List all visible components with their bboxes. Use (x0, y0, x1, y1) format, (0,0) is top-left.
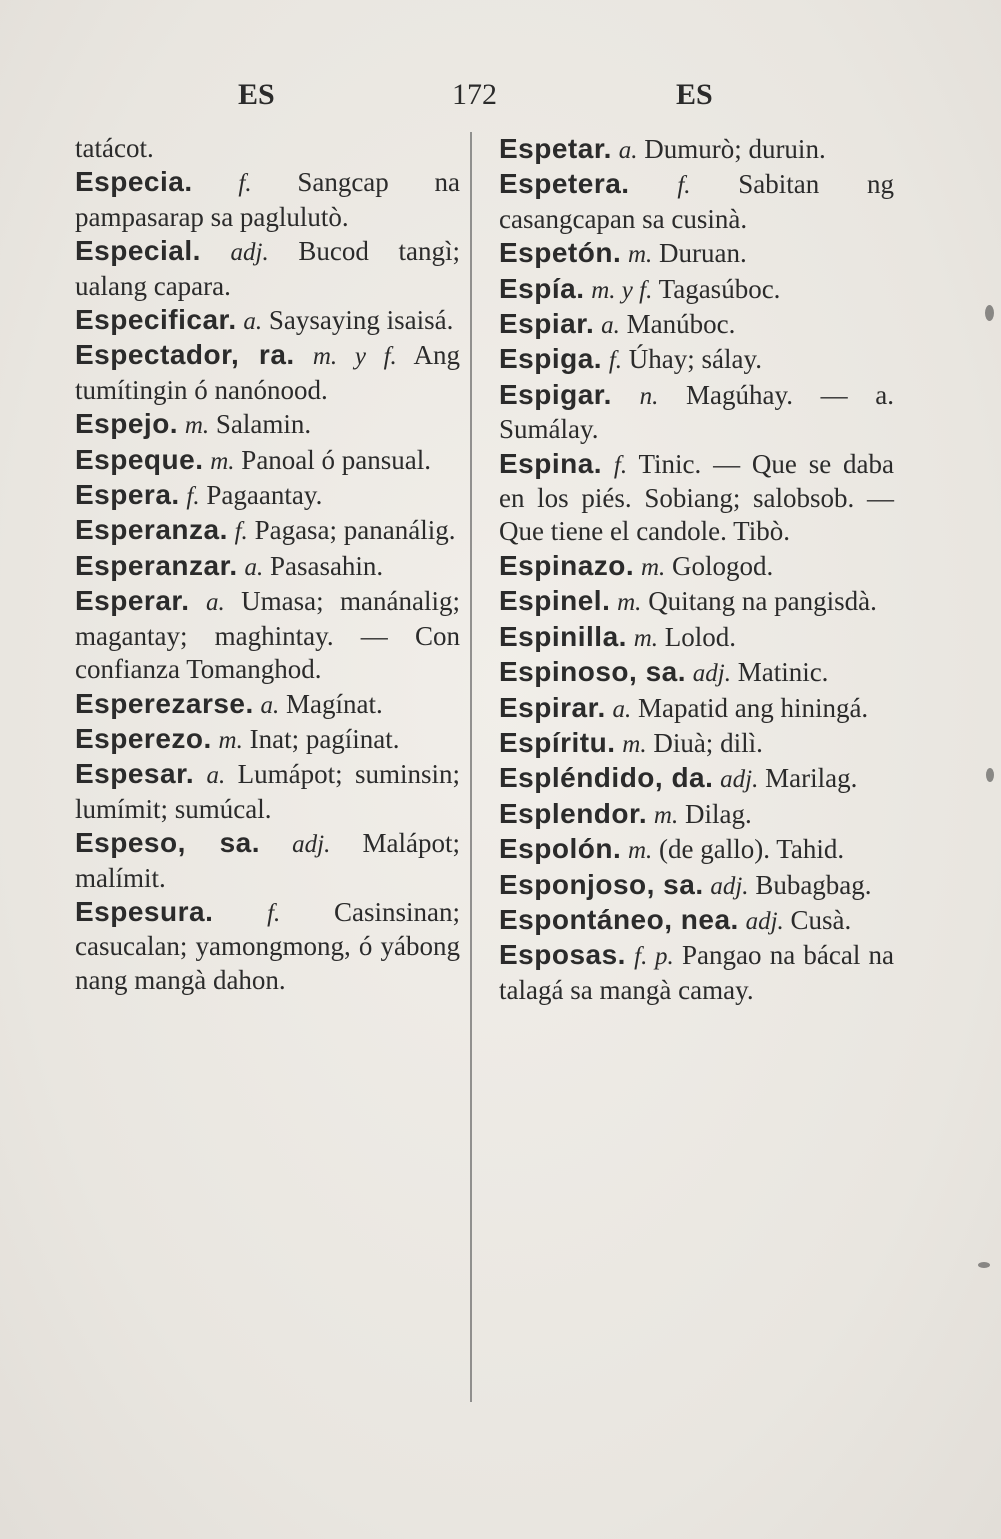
entry-headword: Espetón. (499, 237, 622, 269)
dictionary-entry (499, 903, 894, 938)
dictionary-entry (499, 272, 894, 307)
entry-grammar: f. (234, 518, 248, 546)
entry-headword: Espeque. (75, 443, 204, 475)
entry-grammar: m. y f. (312, 343, 397, 371)
entry-definition: Diuà; dilì. (653, 727, 763, 758)
ink-spot (985, 305, 994, 321)
entry-definition: Tagasúboc. (658, 273, 781, 304)
entry-grammar: m. (653, 801, 679, 829)
entry-grammar: n. (639, 382, 659, 410)
dictionary-entry (75, 407, 460, 442)
column-divider (470, 132, 472, 1402)
entry-grammar: m. (633, 624, 658, 652)
dictionary-entry (75, 303, 460, 338)
entry-headword: Espiar. (499, 308, 595, 340)
right-column (499, 132, 894, 1007)
entry-headword: Espinoso, sa. (499, 656, 686, 688)
dictionary-entry (75, 722, 460, 757)
entry-headword: Espontáneo, nea. (499, 903, 739, 935)
entry-headword: Espejo. (75, 408, 179, 440)
entry-headword: Espinel. (499, 585, 611, 617)
entry-headword: Espectador, ra. (75, 339, 295, 371)
entry-grammar: m. (210, 447, 235, 475)
entry-grammar: f. (608, 347, 623, 375)
entry-grammar: m. (640, 553, 666, 581)
entry-definition: Mapatid ang hiningá. (637, 692, 869, 723)
entry-definition: Umasa; manánalig; magantay; maghintay. — Con confianza Tomanghod. (75, 586, 461, 685)
entry-headword: Espinazo. (499, 549, 635, 581)
entry-definition: Manúboc. (626, 309, 736, 340)
entry-headword: Esposas. (499, 939, 626, 971)
ink-spot (978, 1262, 990, 1268)
entry-definition: Pangao na bácal na talagá sa mangà camay. (499, 940, 895, 1005)
entry-grammar: a. (601, 312, 620, 340)
entry-grammar: a. (618, 137, 638, 164)
entry-definition: Sangcap na pampasarap sa paglulutò. (75, 167, 460, 232)
dictionary-entry (499, 655, 894, 690)
entry-definition: Úhay; sálay. (628, 344, 763, 375)
entry-grammar: a. (205, 589, 225, 617)
entry-grammar: a. (206, 762, 226, 790)
dictionary-entry (75, 549, 460, 584)
entry-definition: Quitang na pangisdà. (648, 586, 877, 617)
entry-grammar: adj. (692, 660, 731, 688)
entry-definition: tatácot. (75, 133, 154, 163)
header-left-guide-word: ES (238, 78, 275, 111)
left-column (75, 132, 460, 997)
entry-definition: Pagaantay. (206, 480, 323, 511)
entry-headword: Especial. (75, 235, 201, 267)
entry-headword: Espeso, sa. (75, 827, 260, 859)
entry-grammar: m. (627, 241, 653, 269)
page-header (0, 78, 1001, 118)
dictionary-entry (499, 868, 894, 903)
entry-headword: Espiga. (499, 343, 603, 375)
dictionary-entry (499, 342, 894, 377)
entry-definition: (de gallo). Tahid. (659, 834, 845, 865)
entry-headword: Esperezo. (75, 722, 212, 754)
dictionary-entry (75, 826, 460, 895)
entry-headword: Espigar. (499, 378, 612, 410)
entry-headword: Espinilla. (499, 620, 627, 652)
dictionary-entry (75, 165, 460, 234)
entry-grammar: adj. (720, 766, 759, 794)
entry-grammar: f. (238, 170, 252, 198)
entry-headword: Esponjoso, sa. (499, 868, 704, 900)
entry-definition: Pasasahin. (269, 550, 384, 581)
entry-definition: Dilag. (684, 798, 752, 829)
entry-definition: Casinsinan; casucalan; yamongmong, ó yábong nang mangà dahon. (75, 896, 460, 995)
entry-grammar: m. (218, 726, 243, 754)
dictionary-entry (499, 691, 894, 726)
dictionary-entry (499, 307, 894, 342)
dictionary-entry (499, 549, 894, 584)
dictionary-entry (499, 938, 894, 1007)
dictionary-entry (75, 687, 460, 722)
entry-headword: Esperezarse. (75, 687, 254, 719)
entry-headword: Esperar. (75, 585, 190, 617)
entry-definition: Sabitan ng casangcapan sa cusinà. (499, 169, 895, 234)
entry-grammar: adj. (710, 872, 749, 900)
entry-grammar: f. p. (634, 943, 674, 971)
entry-headword: Espetar. (499, 133, 612, 164)
entry-headword: Esplendor. (499, 797, 648, 829)
entry-headword: Esperanzar. (75, 549, 238, 581)
entry-definition: Matinic. (737, 657, 829, 688)
dictionary-entry (499, 167, 894, 236)
dictionary-entry (75, 513, 460, 548)
entry-definition: Ang tumítingin ó nanónood. (75, 340, 460, 405)
entry-definition: Cusà. (790, 904, 852, 935)
dictionary-entry (499, 797, 894, 832)
entry-grammar: a. (260, 691, 280, 719)
entry-grammar: adj. (745, 907, 784, 935)
entry-definition: Bucod tangì; ualang capara. (75, 236, 461, 301)
entry-grammar: m. (627, 837, 653, 865)
dictionary-entry (75, 443, 460, 478)
dictionary-entry (75, 478, 460, 513)
entry-headword: Esperanza. (75, 514, 228, 546)
entry-grammar: m. y f. (591, 276, 653, 304)
dictionary-entry (499, 236, 894, 271)
dictionary-entry (75, 757, 460, 826)
entry-headword: Especificar. (75, 304, 237, 336)
entry-definition: Gologod. (672, 550, 774, 581)
dictionary-entry (499, 584, 894, 619)
dictionary-entry (499, 726, 894, 761)
dictionary-entry (75, 132, 460, 165)
entry-grammar: a. (612, 695, 632, 723)
entry-headword: Espera. (75, 479, 180, 511)
dictionary-entry (75, 584, 460, 686)
entry-definition: Dumurò; duruin. (644, 134, 826, 164)
entry-headword: Espíritu. (499, 726, 616, 758)
dictionary-entry (499, 378, 894, 447)
entry-grammar: f. (677, 172, 691, 200)
entry-definition: Bubagbag. (755, 869, 872, 900)
entry-definition: Malápot; malímit. (75, 828, 460, 893)
entry-headword: Especia. (75, 166, 193, 198)
entry-grammar: a. (244, 553, 264, 581)
entry-headword: Espesura. (75, 895, 214, 927)
dictionary-entry (75, 338, 460, 407)
page-number: 172 (452, 78, 497, 111)
entry-headword: Espía. (499, 272, 585, 304)
entry-headword: Espina. (499, 447, 603, 479)
entry-grammar: m. (617, 589, 642, 617)
entry-definition: Pagasa; pananálig. (254, 515, 456, 546)
entry-headword: Espetera. (499, 168, 630, 200)
entry-headword: Espesar. (75, 758, 195, 790)
entry-headword: Espolón. (499, 833, 622, 865)
entry-definition: Inat; pagíinat. (249, 723, 400, 754)
entry-definition: Duruan. (659, 238, 747, 269)
entry-grammar: f. (613, 451, 628, 479)
dictionary-entry (75, 234, 460, 303)
entry-definition: Saysaying isaisá. (268, 305, 454, 336)
entry-definition: Panoal ó pansual. (241, 444, 432, 475)
entry-grammar: adj. (292, 831, 331, 859)
entry-grammar: adj. (230, 239, 269, 267)
entry-headword: Espirar. (499, 691, 606, 723)
entry-definition: Marilag. (765, 763, 858, 794)
dictionary-entry (499, 761, 894, 796)
ink-spot (986, 768, 994, 782)
entry-headword: Espléndido, da. (499, 762, 714, 794)
entry-grammar: f. (267, 899, 281, 927)
entry-definition: Lolod. (664, 621, 736, 652)
entry-definition: Lumápot; suminsin; lumímit; sumúcal. (75, 759, 460, 824)
entry-grammar: m. (622, 730, 647, 758)
dictionary-entry (499, 832, 894, 867)
dictionary-entry (75, 895, 460, 997)
dictionary-entry (499, 620, 894, 655)
entry-definition: Tinic. — Que se daba en los piés. Sobiang; salobsob. — Que tiene el candole. Tibò. (499, 448, 894, 547)
entry-grammar: a. (243, 308, 263, 336)
entry-grammar: f. (186, 483, 200, 511)
entry-definition: Salamin. (215, 409, 312, 440)
entry-grammar: m. (184, 412, 210, 440)
entry-definition: Magúhay. — a. Sumálay. (499, 379, 895, 445)
dictionary-entry (499, 132, 894, 167)
dictionary-entry (499, 447, 894, 549)
header-right-guide-word: ES (676, 78, 713, 111)
entry-definition: Magínat. (286, 688, 383, 719)
